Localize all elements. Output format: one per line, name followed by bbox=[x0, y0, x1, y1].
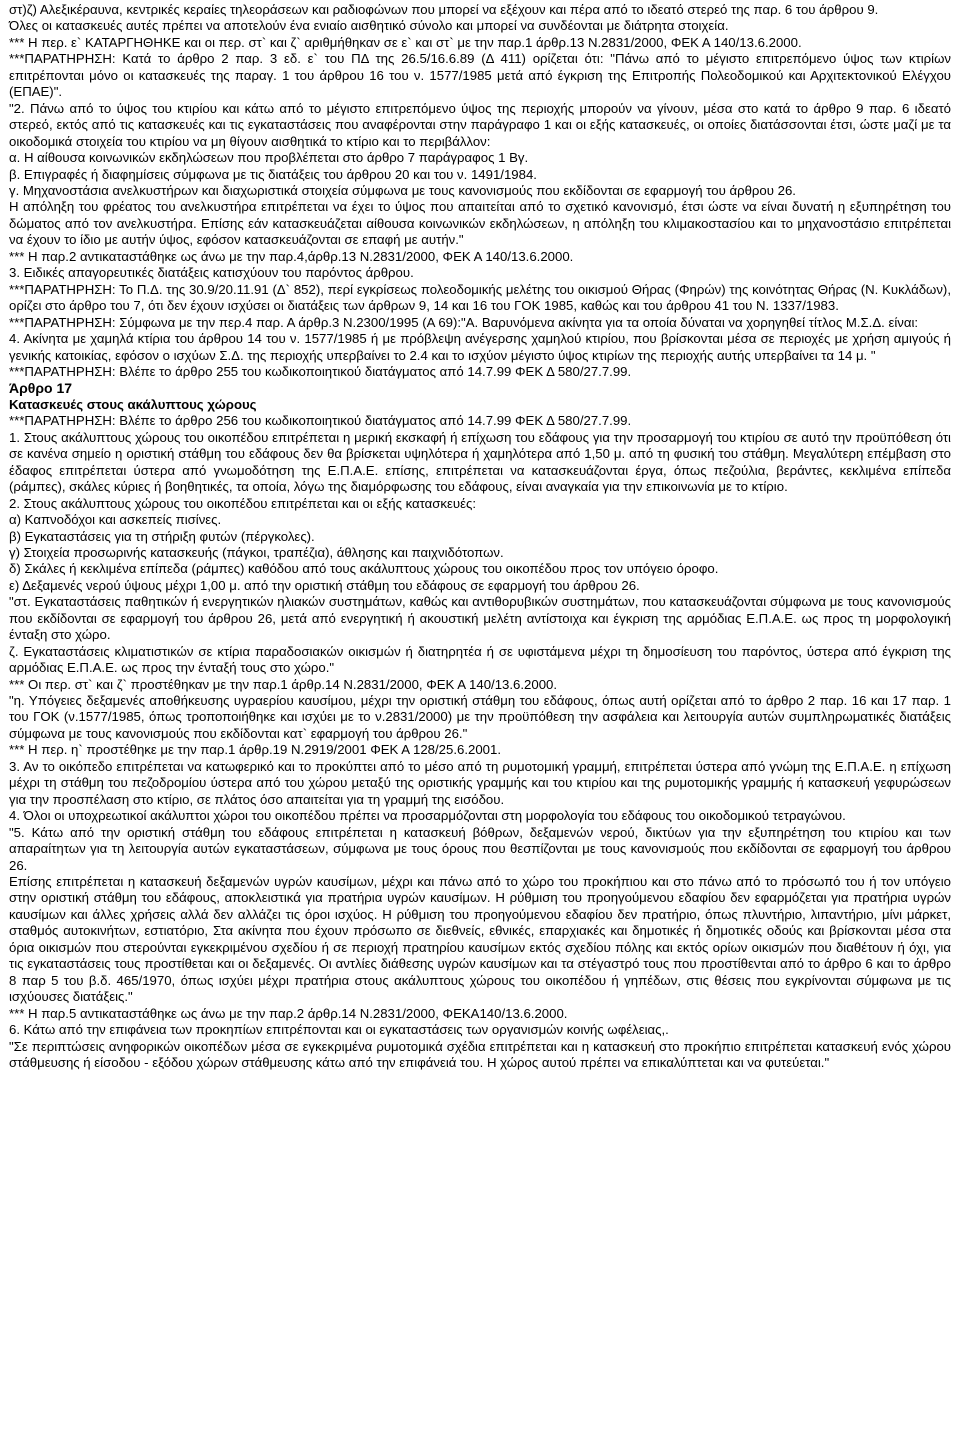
paragraph: 3. Ειδικές απαγορευτικές διατάξεις κατισχύουν του παρόντος άρθρου. bbox=[9, 265, 414, 281]
article-heading: Άρθρο 17 bbox=[9, 380, 73, 397]
amendment-note: *** Η παρ.2 αντικαταστάθηκε ως άνω με την παρ.4,άρθρ.13 Ν.2831/2000, ΦΕΚ Α 140/13.6.2000. bbox=[9, 248, 574, 264]
paragraph: "5. Κάτω από την οριστική στάθμη του εδάφους επιτρέπεται η κατασκευή βόθρων, δεξαμενών νερού, δικτύων για την εξυπηρέτηση του κτιρίου και των απαραίτητων για τη λειτουργία αυτών εγκαταστάσεων, σύμφωνα με τους όρους που θεσπίζονται με τους κανονισμούς που εκδίδονται σε εφαρμογή του άρθρου 26. bbox=[9, 824, 951, 873]
list-item: δ) Σκάλες ή κεκλιμένα επίπεδα (ράμπες) καθόδου από τους ακάλυπτους χώρους του οικοπέδου προς τον υπόγειο όροφο. bbox=[9, 561, 719, 577]
paragraph: "2. Πάνω από το ύψος του κτιρίου και κάτω από το μέγιστο επιτρεπόμενο ύψος της περιοχής μπορούν να γίνουν, μέσα στο κατά το άρθρο 9 παρ. 6 ιδεατό στερεό, εκτός από τις κατασκευές και τις εγκαταστάσεις που αναφέρονται στην παράγραφο 1 και οι εξής κατασκευές, οι οποίες διατάσσονται έτσι, ώστε μαζί με τα οικοδομικά στοιχεία του κτιρίου να μη θίγουν αισθητικά το κτίριο και το περιβάλλον: bbox=[9, 100, 951, 149]
list-item: γ. Μηχανοστάσια ανελκυστήρων και διαχωριστικά στοιχεία σύμφωνα με τους κανονισμούς που εκδίδονται σε εφαρμογή του άρθρου 26. bbox=[9, 182, 796, 198]
amendment-note: *** Η περ. η` προστέθηκε με την παρ.1 άρθρ.19 Ν.2919/2001 ΦΕΚ Α 128/25.6.2001. bbox=[9, 742, 501, 758]
paragraph: 3. Αν το οικόπεδο επιτρέπεται να κατωφερικό και το προκύπτει από το μέσο από τη ρυμοτομική γραμμή, επιτρέπεται ύστερα από γνώμη της Ε.Π.Α.Ε. η επίχωση μέχρι τη στάθμη του πεζοδρομίου ύστερα από του χώρου μεταξύ της οριστικής γραμμής και του κτιρίου και της ρυμοτομικής γραμμής ή κατασκευή γεφυρώσεων για την προσπέλαση στο κτίριο, σε πλάτος όσο απαιτείται για τη γραμμή της εισόδου. bbox=[9, 758, 951, 807]
amendment-note: *** Η παρ.5 αντικαταστάθηκε ως άνω με την παρ.2 άρθρ.14 Ν.2831/2000, ΦΕΚΑ140/13.6.2000. bbox=[9, 1005, 568, 1021]
observation-note: ***ΠΑΡΑΤΗΡΗΣΗ: Το Π.Δ. της 30.9/20.11.91 (Δ` 852), περί εγκρίσεως πολεοδομικής μελέτης του οικισμού Θήρας (Φηρών) της κοινότητας Θήρας (Ν. Κυκλάδων), ορίζει στο άρθρο του 7, ότι δεν έχουν ισχύσει οι διατάξεις των άρθρων 9, 14 και 16 του ΓΟΚ 1985, καθώς και του άρθρου 41 του Ν. 1337/1983. bbox=[9, 281, 951, 314]
paragraph: 1. Στους ακάλυπτους χώρους του οικοπέδου επιτρέπεται η μερική εκσκαφή ή επίχωση του εδάφους για την προσαρμογή του κτιρίου σε αυτό την προϋπόθεση ότι σε κανένα σημείο η οριστική στάθμη του εδάφους δεν θα βρίσκεται υψηλότερα ή χαμηλότερα από 1,50 μ. από τη φυσική του στάθμη. Μεγαλύτερη επέμβαση στο έδαφος επιτρέπεται ύστερα από γνωμοδότηση της Ε.Π.Α.Ε. επίσης, επιτρέπεται να κατασκευάζονται έργα, όπως πεζούλια, βεράντες, κεκλιμένα επίπεδα (ράμπες), σκάλες κύριες ή βοηθητικές, τα οποία, λόγω της διαμόρφωσης του εδάφους, είναι αναγκαία για την επικοινωνία με το κτίριο. bbox=[9, 429, 951, 495]
paragraph: στ)ζ) Αλεξικέραυνα, κεντρικές κεραίες τηλεοράσεων και ραδιοφώνων που μπορεί να εξέχουν και πέρα από το ιδεατό στερεό της παρ. 6 του άρθρου 9. bbox=[9, 2, 879, 17]
paragraph: "Σε περιπτώσεις ανηφορικών οικοπέδων μέσα σε εγκεκριμένα ρυμοτομικά σχέδια επιτρέπεται και η κατασκευή στο προκήπιο επιτρέπεται κατασκευή ενός χώρου στάθμευσης ή είσοδου - εξόδου χώρων στάθμευσης κάτω από την επιφάνειά του. Η χώρος αυτού πρέπει να επικαλύπτεται και να φυτεύεται." bbox=[9, 1038, 951, 1070]
list-item: "η. Υπόγειες δεξαμενές αποθήκευσης υγραερίου καυσίμου, μέχρι την οριστική στάθμη του εδάφους, όπως αυτή ορίζεται από το άρθρο 2 παρ. 16 και 17 παρ. 1 του ΓΟΚ (ν.1577/1985, όπως τροποποιήθηκε και ισχύει με το ν.2831/2000) με την προϋπόθεση την ασφάλεια και λειτουργία αυτών συμπληρωματικές διατάξεις σύμφωνα με τους κανονισμούς που εκδίδονται κατ` εφαρμογή του άρθρου 26." bbox=[9, 693, 951, 741]
observation-note: ***ΠΑΡΑΤΗΡΗΣΗ: Κατά το άρθρο 2 παρ. 3 εδ. ε` του ΠΔ της 26.5/16.6.89 (Δ 411) ορίζεται ότι: "Πάνω από το μέγιστο επιτρεπόμενο ύψος των κτιρίων επιτρέπονται μόνο οι κατασκευές της παραγ. 1 του άρθρου 16 του ν. 1577/1985 μετά από έγκριση της Επιτροπής Πολεοδομικού και Αρχιτεκτονικού Ελέγχου (ΕΠΑΕ)". bbox=[9, 51, 951, 100]
observation-note: ***ΠΑΡΑΤΗΡΗΣΗ: Σύμφωνα με την περ.4 παρ. Α άρθρ.3 Ν.2300/1995 (Α 69):"Α. Βαρυνόμενα ακίνητα για τα οποία δύναται να χορηγηθεί τίτλος Μ.Σ.Δ. είναι: bbox=[9, 314, 919, 330]
list-item: α. Η αίθουσα κοινωνικών εκδηλώσεων που προβλέπεται στο άρθρο 7 παράγραφος 1 Βγ. bbox=[9, 150, 529, 166]
document-page bbox=[9, 0, 951, 1071]
paragraph: 4. Ακίνητα με χαμηλά κτίρια του άρθρου 14 του ν. 1577/1985 ή με πρόβλεψη ανέγερσης χαμηλού κτιρίου, που βρίσκονται μέσα σε περιοχές με χρήση αμιγούς ή γενικής κατοικίας, εφόσον ο ισχύων Σ.Δ. της περιοχής υπερβαίνει το 2.4 και το ισχύον μέγιστο ύψος κτιρίων της περιοχής αυτής υπερβαίνει τα 14 μ. " bbox=[9, 331, 951, 363]
paragraph: Όλες οι κατασκευές αυτές πρέπει να αποτελούν ένα ενιαίο αισθητικό σύνολο και μπορεί να συνδέονται με διάτρητα στοιχεία. bbox=[9, 18, 729, 34]
paragraph: 6. Κάτω από την επιφάνεια των προκηπίων επιτρέπονται και οι εγκαταστάσεις των οργανισμών κοινής ωφέλειας,. bbox=[9, 1022, 669, 1038]
list-item: ζ. Εγκαταστάσεις κλιματιστικών σε κτίρια παραδοσιακών οικισμών ή διατηρητέα ή σε υφιστάμενα μέχρι τη δημοσίευση του παρόντος, ύστερα από έγκριση της αρμόδιας Ε.Π.Α.Ε. ως προς την ένταξή τους στο χώρο." bbox=[9, 643, 951, 676]
observation-note: ***ΠΑΡΑΤΗΡΗΣΗ: Βλέπε το άρθρο 256 του κωδικοποιητικού διατάγματος από 14.7.99 ΦΕΚ Δ 580/27.7.99. bbox=[9, 413, 632, 429]
paragraph: 2. Στους ακάλυπτους χώρους του οικοπέδου επιτρέπεται και οι εξής κατασκευές: bbox=[9, 495, 477, 511]
paragraph: Επίσης επιτρέπεται η κατασκευή δεξαμενών υγρών καυσίμων, μέχρι και πάνω από το χώρο του προκήπιου και στο πάνω από το πρόσωπό του ή τον υπόγειο στην οριστική στάθμη του εδάφους, αποκλειστικά για πρατήρια υγρών καυσίμων. Η ρύθμιση του προηγούμενου εδαφίου δεν εφαρμόζεται για πρατήρια υγρών καυσίμων και άλλες χρήσεις αλλά δεν αλλάζει τις όροι ισχύος. Η ρύθμιση του προηγούμενου εδαφίου δεν πρατήριο, όπως πλυντήριο, λιπαντήριο, μίνι μάρκετ, σταθμός αυτοκινήτων, εστιατόριο, Στα ακίνητα που έχουν πρόσωπο σε διεθνείς, εθνικές, επαρχιακές και δημοτικές ή δημοτικές οδούς και βρίσκονται μέσα στα όρια οικισμών που στερούνται εγκεκριμένου σχεδίου ή σε περιοχή πρατηρίου καυσίμων εκτός σχεδίου πόλης και εκτός ορίων οικισμών που διαθέτουν ή όχι, για τις εγκαταστάσεις τους προστίθεται και οι δεξαμενές. Οι αντλίες διάθεσης υγρών καυσίμων και τα στέγαστρό τους που προστίθενται από το άρθρο 6 και το άρθρο 8 παρ 5 του β.δ. 465/1970, όπως ισχύει μέχρι πρατήρια στους ακάλυπτους χώρους του οικοπέδου ή γηπέδων, στις θέσεις που εγκρίνονται σύμφωνα με τις ισχύουσες διατάξεις." bbox=[9, 874, 951, 1005]
list-item: "στ. Εγκαταστάσεις παθητικών ή ενεργητικών ηλιακών συστημάτων, καθώς και αντιθορυβικών συστημάτων, που κατασκευάζονται σύμφωνα με τους κανονισμούς που εκδίδονται σε εφαρμογή του άρθρου 26, μετά από ενεργητική ή ακουστική μελέτη αντίστοιχα και έγκριση της αρμόδιας Ε.Π.Α.Ε. ως προς τη μορφολογική ένταξη στο χώρο. bbox=[9, 594, 951, 643]
paragraph: 4. Όλοι οι υποχρεωτικοί ακάλυπτοι χώροι του οικοπέδου πρέπει να προσαρμόζονται στη μορφολογία του εδάφους του οικοδομικού τετραγώνου. bbox=[9, 808, 846, 824]
article-title: Κατασκευές στους ακάλυπτους χώρους bbox=[9, 396, 257, 412]
amendment-note: *** Η περ. ε` ΚΑΤΑΡΓΗΘΗΚΕ και οι περ. στ` και ζ` αριθμήθηκαν σε ε` και στ` με την παρ.1 άρθρ.13 Ν.2831/2000, ΦΕΚ Α 140/13.6.2000. bbox=[9, 34, 802, 50]
list-item: β. Επιγραφές ή διαφημίσεις σύμφωνα με τις διατάξεις του άρθρου 20 και του ν. 1491/1984. bbox=[9, 166, 537, 182]
amendment-note: *** Οι περ. στ` και ζ` προστέθηκαν με την παρ.1 άρθρ.14 Ν.2831/2000, ΦΕΚ Α 140/13.6.2000. bbox=[9, 676, 558, 692]
list-item: α) Καπνοδόχοι και ασκεπείς πισίνες. bbox=[9, 512, 222, 528]
list-item: β) Εγκαταστάσεις για τη στήριξη φυτών (πέργκολες). bbox=[9, 528, 315, 544]
paragraph: Η απόληξη του φρέατος του ανελκυστήρα επιτρέπεται να έχει το ύψος που απαιτείται από το σχετικό κανονισμό, έτσι ώστε να είναι δυνατή η εξυπηρέτηση του δώματος από τον ανελκυστήρα. Επίσης εάν κατασκευάζεται αίθουσα κοινωνικών εκδηλώσεων, η απόληξη του κλιμακοστασίου και το μηχανοστάσιο επιτρέπεται να έχουν το ίδιο με αυτήν ύψος, εφόσον κατασκευάζονται σε επαφή με αυτήν." bbox=[9, 199, 951, 248]
list-item: ε) Δεξαμενές νερού ύψους μέχρι 1,00 μ. από την οριστική στάθμη του εδάφους σε εφαρμογή του άρθρου 26. bbox=[9, 577, 640, 593]
list-item: γ) Στοιχεία προσωρινής κατασκευής (πάγκοι, τραπέζια), άθλησης και παιχνιδότοπων. bbox=[9, 544, 504, 560]
observation-note: ***ΠΑΡΑΤΗΡΗΣΗ: Βλέπε το άρθρο 255 του κωδικοποιητικού διατάγματος από 14.7.99 ΦΕΚ Δ 580/27.7.99. bbox=[9, 363, 632, 379]
